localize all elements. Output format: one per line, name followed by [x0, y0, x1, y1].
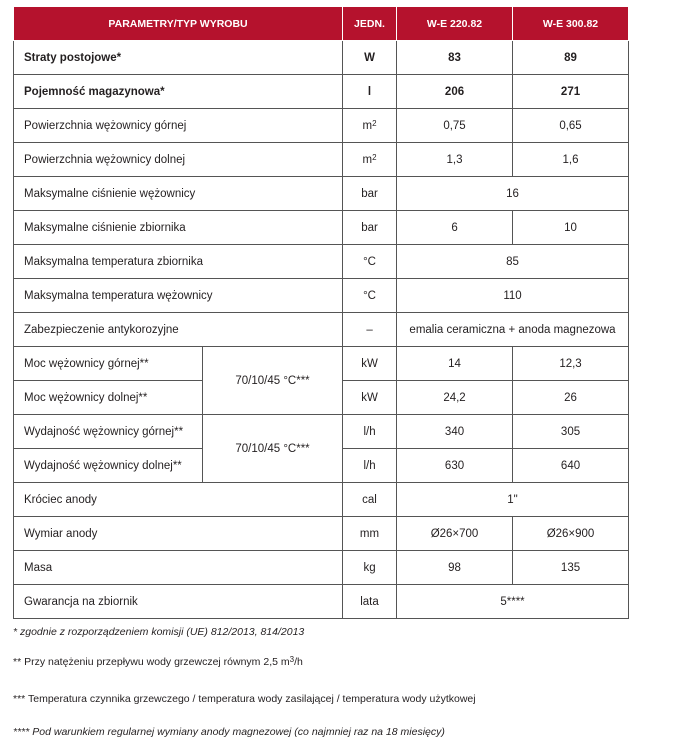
- value-b: 135: [513, 551, 629, 585]
- value-a: 340: [397, 415, 513, 449]
- value-a: Ø26×700: [397, 517, 513, 551]
- value-b: 12,3: [513, 347, 629, 381]
- header-model-b: W-E 300.82: [513, 7, 629, 41]
- row-label: Moc wężownicy dolnej**: [14, 381, 203, 415]
- header-param: PARAMETRY/TYP WYROBU: [14, 7, 343, 41]
- value-shared: emalia ceramiczna + anoda magnezowa: [397, 313, 629, 347]
- footnote-2-text: ** Przy natężeniu przepływu wody grzewczej równym 2,5 m: [13, 656, 290, 668]
- condition-group: 70/10/45 °C***: [203, 415, 343, 483]
- footnote-3: *** Temperatura czynnika grzewczego / temperatura wody zasilającej / temperatura wody użytkowej: [13, 693, 476, 705]
- row-label: Maksymalne ciśnienie wężownicy: [14, 177, 343, 211]
- row-unit: kW: [343, 347, 397, 381]
- value-a: 98: [397, 551, 513, 585]
- row-unit: [343, 109, 397, 143]
- value-b: 305: [513, 415, 629, 449]
- unit-superscript: 2: [372, 118, 377, 128]
- table-row: [14, 313, 629, 347]
- footnote-2-superscript: 3: [289, 655, 295, 664]
- row-label: Wymiar anody: [14, 517, 343, 551]
- table-row: [14, 41, 629, 75]
- table-row: [14, 75, 629, 109]
- row-unit: –: [343, 313, 397, 347]
- value-b: 89: [513, 41, 629, 75]
- table-row: [14, 211, 629, 245]
- value-a: 24,2: [397, 381, 513, 415]
- header-unit: JEDN.: [343, 7, 397, 41]
- spec-table-container: [13, 6, 628, 619]
- value-shared: 5****: [397, 585, 629, 619]
- row-unit: cal: [343, 483, 397, 517]
- row-label: Wydajność wężownicy dolnej**: [14, 449, 203, 483]
- value-b: 26: [513, 381, 629, 415]
- row-unit: °C: [343, 245, 397, 279]
- value-b: 271: [513, 75, 629, 109]
- condition-group: 70/10/45 °C***: [203, 347, 343, 415]
- value-b: Ø26×900: [513, 517, 629, 551]
- value-a: 0,75: [397, 109, 513, 143]
- row-unit: kW: [343, 381, 397, 415]
- footnote-2-unit: /h: [294, 656, 303, 668]
- header-model-a: W-E 220.82: [397, 7, 513, 41]
- row-unit: °C: [343, 279, 397, 313]
- value-b: 0,65: [513, 109, 629, 143]
- spec-table: [13, 6, 629, 619]
- row-label: Zabezpieczenie antykorozyjne: [14, 313, 343, 347]
- row-label: Powierzchnia wężownicy górnej: [14, 109, 343, 143]
- row-label: Gwarancja na zbiornik: [14, 585, 343, 619]
- footnote-4: **** Pod warunkiem regularnej wymiany anody magnezowej (co najmniej raz na 18 miesięcy): [13, 726, 445, 738]
- row-unit: lata: [343, 585, 397, 619]
- value-a: 1,3: [397, 143, 513, 177]
- table-row: [14, 551, 629, 585]
- row-unit: mm: [343, 517, 397, 551]
- value-a: 206: [397, 75, 513, 109]
- table-row: [14, 109, 629, 143]
- value-b: 1,6: [513, 143, 629, 177]
- row-label: Powierzchnia wężownicy dolnej: [14, 143, 343, 177]
- value-b: 640: [513, 449, 629, 483]
- table-row: [14, 143, 629, 177]
- value-shared: 16: [397, 177, 629, 211]
- table-row: [14, 177, 629, 211]
- table-row: [14, 585, 629, 619]
- row-label: Wydajność wężownicy górnej**: [14, 415, 203, 449]
- table-row: [14, 483, 629, 517]
- row-unit: bar: [343, 211, 397, 245]
- value-a: 630: [397, 449, 513, 483]
- table-row: [14, 245, 629, 279]
- table-row: [14, 279, 629, 313]
- row-label: Masa: [14, 551, 343, 585]
- footnote-2: [13, 656, 303, 668]
- unit-text: m: [362, 119, 373, 132]
- row-label: Moc wężownicy górnej**: [14, 347, 203, 381]
- row-unit: l/h: [343, 415, 397, 449]
- value-a: 6: [397, 211, 513, 245]
- row-label: Pojemność magazynowa*: [14, 75, 343, 109]
- row-unit: W: [343, 41, 397, 75]
- value-a: 14: [397, 347, 513, 381]
- row-unit: [343, 143, 397, 177]
- value-shared: 85: [397, 245, 629, 279]
- value-a: 83: [397, 41, 513, 75]
- footnote-1: * zgodnie z rozporządzeniem komisji (UE) 812/2013, 814/2013: [13, 626, 305, 638]
- row-unit: l/h: [343, 449, 397, 483]
- table-row: [14, 415, 629, 449]
- header-row: [14, 7, 629, 41]
- row-label: Maksymalna temperatura wężownicy: [14, 279, 343, 313]
- row-label: Króciec anody: [14, 483, 343, 517]
- table-row: [14, 347, 629, 381]
- value-b: 10: [513, 211, 629, 245]
- unit-text: m: [362, 153, 373, 166]
- row-unit: bar: [343, 177, 397, 211]
- value-shared: 1": [397, 483, 629, 517]
- unit-superscript: 2: [372, 152, 377, 162]
- row-label: Straty postojowe*: [14, 41, 343, 75]
- row-unit: l: [343, 75, 397, 109]
- table-row: [14, 517, 629, 551]
- row-label: Maksymalna temperatura zbiornika: [14, 245, 343, 279]
- value-shared: 110: [397, 279, 629, 313]
- row-label: Maksymalne ciśnienie zbiornika: [14, 211, 343, 245]
- row-unit: kg: [343, 551, 397, 585]
